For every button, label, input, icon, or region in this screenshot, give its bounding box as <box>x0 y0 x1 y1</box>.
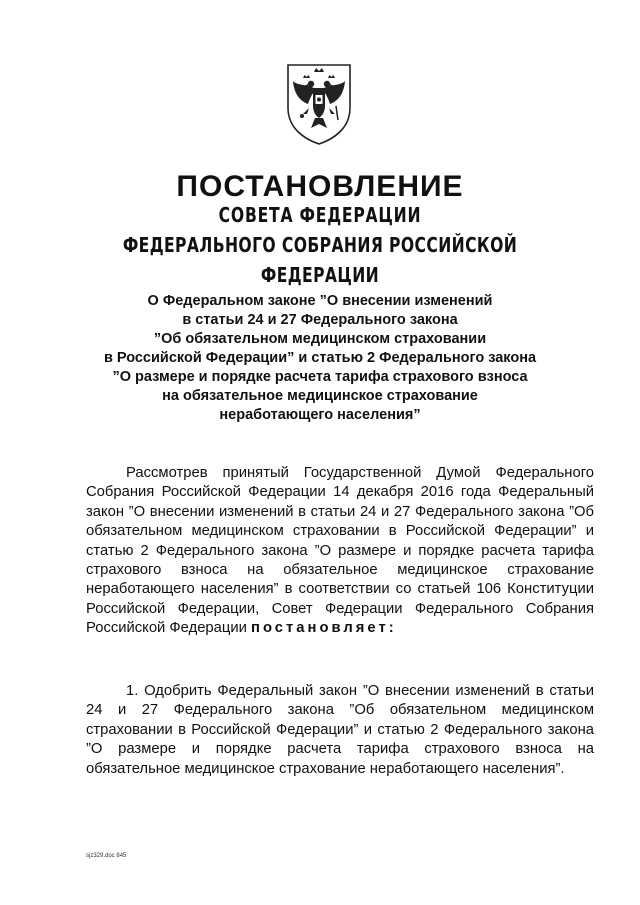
file-reference: sjz329.doc 845 <box>86 853 127 859</box>
preamble-paragraph <box>86 464 594 639</box>
issuer-line-1: СОВЕТА ФЕДЕРАЦИИ <box>218 203 422 227</box>
subject-line: неработающего населения” <box>219 407 421 423</box>
clause-1-paragraph <box>86 682 594 779</box>
subject-line: ”О размере и порядке расчета тарифа страхового взноса <box>112 369 528 385</box>
coat-of-arms-icon <box>284 62 354 146</box>
resolution-subject <box>60 292 580 425</box>
preamble-text: Рассмотрев принятый Государственной Думой Федерального Собрания Российской Федерации 14 декабря 2016 года Федеральный закон ”О внесении изменений в статьи 24 и 27 Федерального закона ”Об обязательном медицинском страховании в Российской Федерации” и статью 2 Федерального закона ”О размере и порядке расчета тарифа страхового взноса на обязательное медицинское страхование неработающего населения” в соответствии со статьей 106 Конституции Российской Федерации, Совет Федерации Федерального Собрания Российской Федерации <box>86 465 594 637</box>
subject-line: ”Об обязательном медицинском страховании <box>153 331 487 347</box>
subject-line: на обязательное медицинское страхование <box>162 388 478 404</box>
clause-1-text: 1. Одобрить Федеральный закон ”О внесении изменений в статьи 24 и 27 Федерального закона ”Об обязательном медицинском страховании в Российской Федерации” и статью 2 Федерального закона ”О размере и порядке расчета тарифа страхового взноса на обязательное медицинское страхование неработающего населения”. <box>86 683 594 777</box>
resolves-keyword: постановляет: <box>251 620 397 637</box>
issuer-line-2: ФЕДЕРАЛЬНОГО СОБРАНИЯ РОССИЙСКОЙ ФЕДЕРАЦИИ <box>122 233 518 287</box>
subject-line: в Российской Федерации” и статью 2 Федерального закона <box>103 350 537 366</box>
subject-line: О Федеральном законе ”О внесении изменений <box>147 293 493 309</box>
document-title: ПОСТАНОВЛЕНИЕ <box>176 170 464 203</box>
subject-line: в статьи 24 и 27 Федерального закона <box>182 312 458 328</box>
